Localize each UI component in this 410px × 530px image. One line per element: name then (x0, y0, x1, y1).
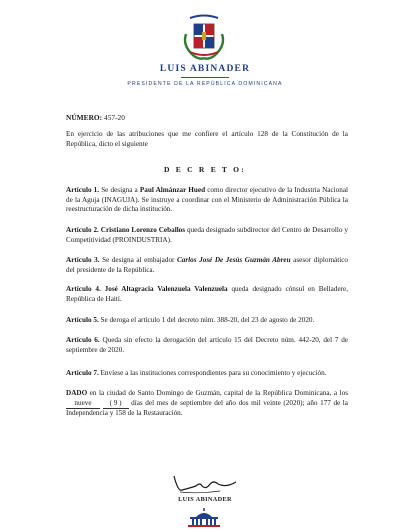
article-name: Carlos José De Jesús Guzmán Abreu (177, 256, 291, 264)
article-7 (66, 369, 348, 379)
decreto-title: D E C R E T O: (164, 165, 246, 174)
article-label: Artículo 1. (66, 186, 100, 194)
article-text: Envíese a las instituciones correspondientes para su conocimiento y ejecución. (100, 369, 327, 377)
dado-paragraph (66, 389, 348, 419)
article-label: Artículo 4. (66, 285, 101, 293)
header-name: LUIS ABINADER (159, 64, 251, 74)
decree-number-label: NÚMERO: (66, 113, 103, 122)
article-label: Artículo 5. (66, 316, 99, 324)
article-text: Se deroga el artículo 1 del decreto núm. 388-20, del 23 de agosto de 2020. (100, 316, 315, 324)
dado-text: en la ciudad de Santo Domingo de Guzmán, capital de la República Dominicana, a los (87, 389, 348, 397)
article-text: como director ejecutivo de la Industria Nacional de la Aguja (INAGUJA). Se instruye a coordinar con el Ministerio de Administración Pública la reestructuración de dicha institución. (66, 186, 349, 214)
article-3 (66, 256, 348, 275)
article-label: Artículo 7. (66, 369, 99, 377)
national-palace-icon (186, 508, 222, 528)
header-subtitle: PRESIDENTE DE LA REPÚBLICA DOMINICANA (127, 81, 283, 87)
article-4 (66, 285, 348, 304)
article-text: queda designado cónsul en Belladere, República de Haití. (66, 285, 349, 303)
dado-label: DADO (66, 389, 88, 397)
article-text: Se designa al embajador (102, 256, 177, 264)
intro-paragraph: En ejercicio de las atribuciones que me confiere el artículo 128 de la Constitución de la República, dicto el siguiente (66, 130, 348, 148)
day-word: nueve (66, 399, 100, 410)
signature-icon (170, 472, 240, 496)
article-name: José Altagracia Valenzuela Valenzuela (104, 285, 228, 293)
decree-number-value: 457-20 (104, 113, 125, 122)
article-2 (66, 226, 348, 245)
header-divider (181, 77, 229, 78)
signature-name: LUIS ABINADER (178, 496, 232, 503)
decree-number (66, 113, 125, 122)
article-5 (66, 316, 348, 326)
article-text: asesor diplomático del presidente de la República. (66, 256, 349, 274)
article-1 (66, 186, 348, 215)
article-name: Cristiano Lorenzo Ceballos (100, 226, 186, 234)
article-text: Queda sin efecto la derogación del artículo 15 del Decreto núm. 442-20, del 7 de septiembre de 2020. (66, 336, 348, 354)
article-6 (66, 336, 348, 355)
article-label: Artículo 6. (66, 336, 100, 344)
article-label: Artículo 3. (66, 256, 100, 264)
coat-of-arms-icon (180, 12, 228, 62)
dado-text: días del mes de septiembre del año dos mil veinte (2020); año 177 de la Independencia y 158 de la Restauración. (66, 398, 348, 418)
article-text: Se designa a (101, 186, 140, 194)
article-name: Paul Almánzar Hued (139, 186, 206, 194)
day-number: ( 9 ) (103, 399, 129, 410)
article-label: Artículo 2. (66, 226, 99, 234)
article-text: queda designado subdirector del Centro de Desarrollo y Competitividad (PROINDUSTRIA). (66, 226, 348, 244)
